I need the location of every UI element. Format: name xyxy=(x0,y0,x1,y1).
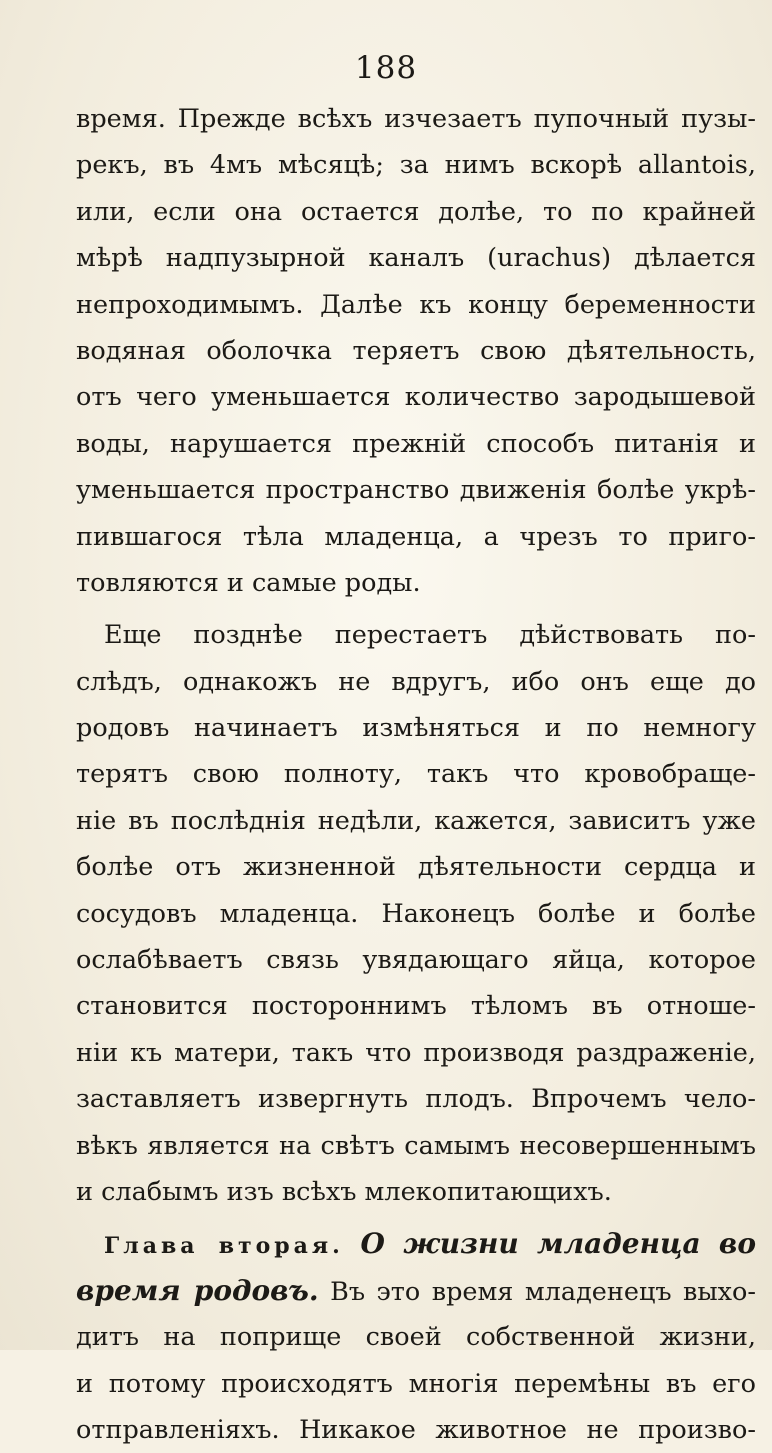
text-line: пившагося тѣла младенца, а чрезъ то приго- xyxy=(76,521,756,552)
text-line: непроходимымъ. Далѣе къ концу беременности xyxy=(76,289,756,320)
text-line: и слабымъ изъ всѣхъ млекопитающихъ. xyxy=(76,1176,612,1207)
text-line: терятъ свою полноту, такъ что кровобраще- xyxy=(76,759,756,790)
text-line: уменьшается пространство движенія болѣе укрѣ- xyxy=(76,475,756,506)
text-line: рекъ, въ 4мъ мѣсяцѣ; за нимъ вскорѣ allantois, xyxy=(76,150,756,181)
text-line: воды, нарушается прежній способъ питанія и xyxy=(76,428,756,459)
text-line: водяная оболочка теряетъ свою дѣятельность, xyxy=(76,335,756,366)
text-line: мѣрѣ надпузырной каналъ (urachus) дѣлается xyxy=(76,243,756,274)
text-line: время. Прежде всѣхъ изчезаетъ пупочный пузы- xyxy=(76,104,756,134)
text-line: ослабѣваетъ связь увядающаго яйца, которое xyxy=(76,945,756,976)
paragraph-1 xyxy=(76,96,756,606)
text-block xyxy=(76,96,756,1453)
text-line: становится постороннимъ тѣломъ въ отноше- xyxy=(76,991,756,1022)
chapter-line-2 xyxy=(76,1268,756,1314)
text-line: ніе въ послѣднія недѣли, кажется, зависитъ уже xyxy=(76,805,756,836)
text-line: ніи къ матери, такъ что производя раздраженіе, xyxy=(76,1037,756,1068)
text-line: вѣкъ является на свѣтъ самымъ несовершеннымъ xyxy=(76,1130,756,1161)
text-line: товляются и самые роды. xyxy=(76,567,421,598)
text-line: или, если она остается долѣе, то по крайней xyxy=(76,196,756,227)
text-line: отъ чего уменьшается количество зародышевой xyxy=(76,382,756,413)
text-line: отправленіяхъ. Никакое животное не произво- xyxy=(76,1414,756,1445)
text-line: слѣдъ, однакожъ не вдругъ, ибо онъ еще до xyxy=(76,666,756,697)
chapter-heading: Глава вторая. xyxy=(104,1233,344,1260)
text-line: болѣе отъ жизненной дѣятельности сердца и xyxy=(76,852,756,883)
text-line: дитъ на поприще своей собственной жизни, xyxy=(76,1322,756,1353)
text-line: Еще позднѣе перестаетъ дѣйствовать по- xyxy=(104,620,756,651)
text-line: и потому происходятъ многія перемѣны въ его xyxy=(76,1368,756,1399)
chapter-title-part-1: О жизни младенца во xyxy=(360,1227,756,1261)
text-line: заставляетъ извергнуть плодъ. Впрочемъ чело- xyxy=(76,1084,756,1115)
text-line: сосудовъ младенца. Наконецъ болѣе и болѣе xyxy=(76,898,756,929)
chapter-line-2-text: Въ это время младенецъ выхо- xyxy=(330,1276,756,1307)
paragraph-2 xyxy=(76,612,756,1215)
chapter-section xyxy=(76,1221,756,1453)
chapter-title-part-2: время родовъ. xyxy=(76,1273,319,1307)
page-number: 188 xyxy=(354,50,418,86)
text-line: родовъ начинаетъ измѣняться и по немногу xyxy=(76,713,756,744)
chapter-line-1 xyxy=(76,1221,756,1267)
